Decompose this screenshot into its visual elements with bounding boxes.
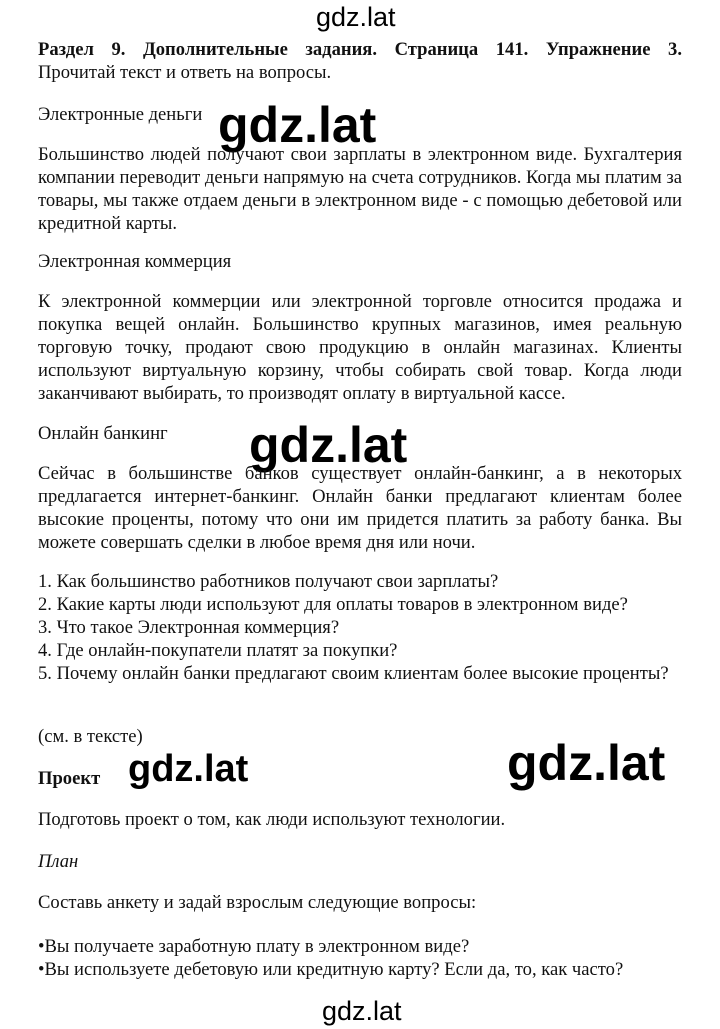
watermark-bottom: gdz.lat: [322, 996, 402, 1026]
survey-bullets: [38, 935, 682, 981]
section-body-ecommerce: К электронной коммерции или электронной торговле относится продажа и покупка вещей онлайн. Большинство крупных магазинов, имея реальную торговую точку, продают свою продукцию в онлайн магазинах. Клиенты используют виртуальную корзину, чтобы собирать свой товар. Когда люди заканчивают выбирать, то производят оплату в виртуальной кассе.: [38, 291, 682, 404]
watermark-1: gdz.lat: [218, 97, 377, 153]
project-title: Проект: [38, 768, 101, 789]
question-1: 1. Как большинство работников получают свои зарплаты?: [38, 571, 499, 592]
project-task: Подготовь проект о том, как люди используют технологии.: [38, 809, 506, 830]
watermark-3: gdz.lat: [128, 748, 249, 790]
question-3: 3. Что такое Электронная коммерция?: [38, 617, 340, 638]
questions-list: [38, 570, 682, 685]
question-4: 4. Где онлайн-покупатели платят за покупки?: [38, 640, 398, 661]
instruction: Прочитай текст и ответь на вопросы.: [38, 62, 332, 83]
section-body-online-banking: Сейчас в большинстве банков существует онлайн-банкинг, а в некоторых предлагается интернет-банкинг. Онлайн банки предлагают клиентам более высокие проценты, потому что они им придется платить за работу банка. Вы можете совершать сделки в любое время дня или ночи.: [38, 463, 682, 553]
question-2: 2. Какие карты люди используют для оплаты товаров в электронном виде?: [38, 594, 628, 615]
section-title-electronic-money: Электронные деньги: [38, 104, 203, 125]
section-title-ecommerce: Электронная коммерция: [38, 251, 232, 272]
survey-intro: Составь анкету и задай взрослым следующие вопросы:: [38, 892, 477, 913]
page-header: Раздел 9. Дополнительные задания. Страница 141. Упражнение 3.: [38, 39, 682, 60]
section-body-electronic-money: Большинство людей получают свои зарплаты в электронном виде. Бухгалтерия компании переводит деньги напрямую на счета сотрудников. Когда мы платим за товары, мы также отдаем деньги в электронном виде - с помощью дебетовой или кредитной карты.: [38, 144, 682, 234]
watermark-4: gdz.lat: [507, 735, 666, 791]
watermark-top: gdz.lat: [316, 2, 396, 32]
answer-note: (см. в тексте): [38, 726, 143, 747]
question-5: 5. Почему онлайн банки предлагают своим клиентам более высокие проценты?: [38, 663, 669, 684]
section-title-online-banking: Онлайн банкинг: [38, 423, 168, 444]
bullet-item-2: • Вы используете дебетовую или кредитную карту? Если да, то, как часто?: [38, 958, 682, 981]
plan-label: План: [38, 851, 79, 872]
bullet-item-1: • Вы получаете заработную плату в электронном виде?: [38, 935, 682, 958]
watermark-2: gdz.lat: [249, 417, 408, 473]
